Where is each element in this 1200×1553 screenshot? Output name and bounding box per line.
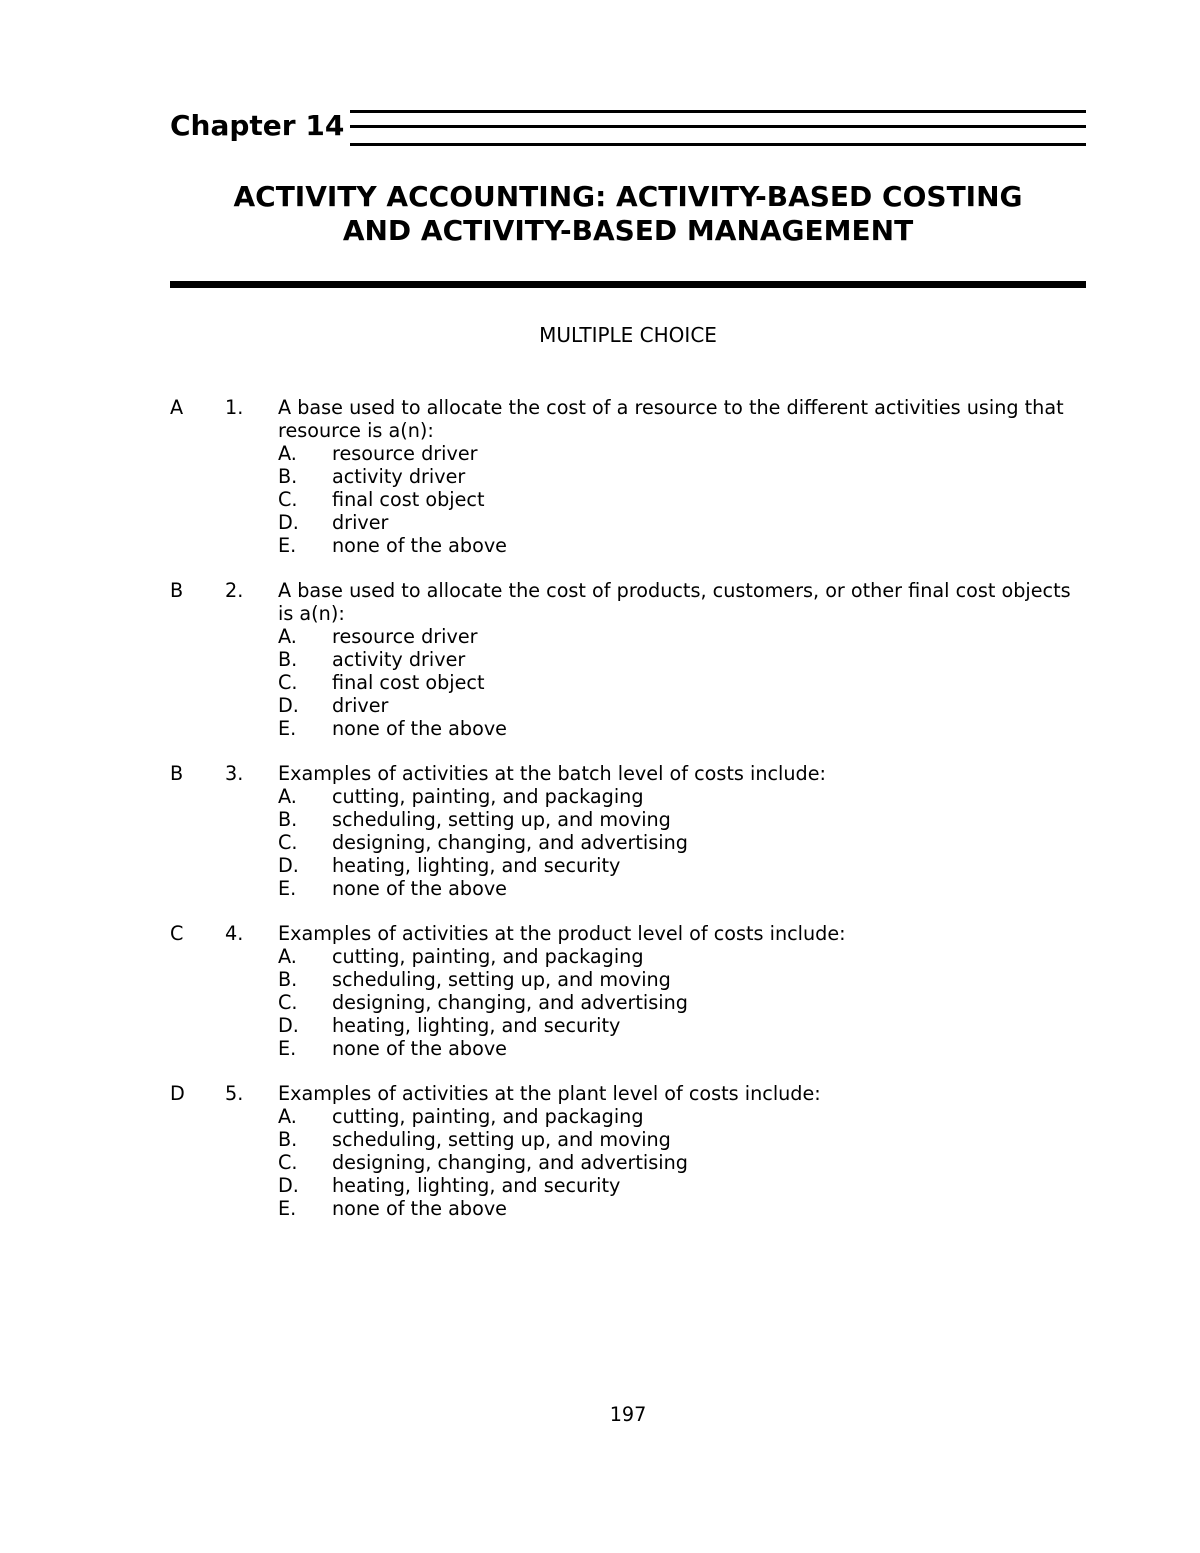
- option-letter: A.: [278, 785, 297, 808]
- option-letter: E.: [278, 1197, 297, 1220]
- option-text: cutting, painting, and packaging: [332, 945, 644, 968]
- answer-option: [170, 694, 1086, 717]
- chapter-rule-middle: [350, 125, 1086, 128]
- option-text: designing, changing, and advertising: [332, 831, 688, 854]
- option-letter: C.: [278, 671, 298, 694]
- option-letter: B.: [278, 808, 298, 831]
- option-text: none of the above: [332, 717, 507, 740]
- answer-option: [170, 465, 1086, 488]
- question-stem: [170, 922, 1086, 945]
- answer-key: D: [170, 1082, 185, 1105]
- section-heading: MULTIPLE CHOICE: [539, 323, 717, 347]
- page-number: 197: [609, 1403, 647, 1426]
- option-text: resource driver: [332, 442, 478, 465]
- answer-option: [170, 442, 1086, 465]
- answer-option: [170, 854, 1086, 877]
- option-text: final cost object: [332, 671, 485, 694]
- option-letter: A.: [278, 1105, 297, 1128]
- question-number: 3.: [225, 762, 244, 785]
- question-item: [170, 396, 1086, 557]
- option-text: driver: [332, 694, 389, 717]
- option-letter: E.: [278, 534, 297, 557]
- answer-option: [170, 991, 1086, 1014]
- option-letter: E.: [278, 1037, 297, 1060]
- option-letter: D.: [278, 1014, 299, 1037]
- option-text: scheduling, setting up, and moving: [332, 968, 671, 991]
- answer-option: [170, 831, 1086, 854]
- question-stem: [170, 1082, 1086, 1105]
- option-text: final cost object: [332, 488, 485, 511]
- question-text: A base used to allocate the cost of products, customers, or other final cost objects is a(n):: [278, 579, 1071, 625]
- chapter-title-line-2: AND ACTIVITY-BASED MANAGEMENT: [342, 214, 914, 247]
- question-item: [170, 762, 1086, 900]
- question-text: Examples of activities at the batch level of costs include:: [278, 762, 826, 785]
- chapter-rule-bottom: [350, 143, 1086, 146]
- question-item: [170, 1082, 1086, 1220]
- option-letter: B.: [278, 465, 298, 488]
- option-text: heating, lighting, and security: [332, 1174, 621, 1197]
- question-number: 4.: [225, 922, 244, 945]
- option-text: scheduling, setting up, and moving: [332, 1128, 671, 1151]
- answer-key: B: [170, 762, 184, 785]
- question-text: A base used to allocate the cost of a resource to the different activities using that resource is a(n):: [278, 396, 1064, 442]
- option-text: none of the above: [332, 534, 507, 557]
- answer-option: [170, 511, 1086, 534]
- answer-option: [170, 648, 1086, 671]
- option-text: cutting, painting, and packaging: [332, 1105, 644, 1128]
- question-number: 1.: [225, 396, 244, 419]
- answer-option: [170, 808, 1086, 831]
- option-text: heating, lighting, and security: [332, 854, 621, 877]
- answer-option: [170, 968, 1086, 991]
- question-stem: [170, 579, 1086, 625]
- option-text: activity driver: [332, 465, 466, 488]
- question-list: [170, 396, 1086, 1242]
- answer-option: [170, 877, 1086, 900]
- option-letter: B.: [278, 968, 298, 991]
- question-number: 2.: [225, 579, 244, 602]
- option-text: resource driver: [332, 625, 478, 648]
- answer-option: [170, 1014, 1086, 1037]
- question-text: Examples of activities at the product level of costs include:: [278, 922, 846, 945]
- answer-key: B: [170, 579, 184, 602]
- answer-option: [170, 945, 1086, 968]
- title-divider: [170, 281, 1086, 288]
- option-letter: D.: [278, 1174, 299, 1197]
- option-letter: D.: [278, 854, 299, 877]
- option-letter: C.: [278, 991, 298, 1014]
- option-letter: B.: [278, 648, 298, 671]
- question-item: [170, 579, 1086, 740]
- question-number: 5.: [225, 1082, 244, 1105]
- question-stem: [170, 396, 1086, 442]
- chapter-title: [170, 180, 1086, 248]
- option-letter: D.: [278, 511, 299, 534]
- option-letter: A.: [278, 945, 297, 968]
- chapter-title-line-1: ACTIVITY ACCOUNTING: ACTIVITY-BASED COSTING: [233, 180, 1023, 213]
- option-text: designing, changing, and advertising: [332, 991, 688, 1014]
- answer-option: [170, 1037, 1086, 1060]
- question-text: Examples of activities at the plant level of costs include:: [278, 1082, 821, 1105]
- option-letter: D.: [278, 694, 299, 717]
- answer-key: A: [170, 396, 184, 419]
- option-text: driver: [332, 511, 389, 534]
- chapter-rule-top: [350, 110, 1086, 113]
- option-text: none of the above: [332, 877, 507, 900]
- option-letter: E.: [278, 877, 297, 900]
- option-letter: C.: [278, 1151, 298, 1174]
- answer-option: [170, 488, 1086, 511]
- option-letter: A.: [278, 442, 297, 465]
- answer-key: C: [170, 922, 184, 945]
- answer-option: [170, 1151, 1086, 1174]
- answer-option: [170, 1105, 1086, 1128]
- question-item: [170, 922, 1086, 1060]
- option-text: designing, changing, and advertising: [332, 1151, 688, 1174]
- option-letter: C.: [278, 831, 298, 854]
- option-letter: C.: [278, 488, 298, 511]
- chapter-heading: Chapter 14: [170, 109, 345, 142]
- option-letter: B.: [278, 1128, 298, 1151]
- option-text: activity driver: [332, 648, 466, 671]
- answer-option: [170, 1174, 1086, 1197]
- answer-option: [170, 1197, 1086, 1220]
- option-letter: E.: [278, 717, 297, 740]
- option-text: none of the above: [332, 1197, 507, 1220]
- answer-option: [170, 717, 1086, 740]
- option-text: heating, lighting, and security: [332, 1014, 621, 1037]
- answer-option: [170, 534, 1086, 557]
- option-letter: A.: [278, 625, 297, 648]
- answer-option: [170, 625, 1086, 648]
- answer-option: [170, 1128, 1086, 1151]
- answer-option: [170, 671, 1086, 694]
- option-text: scheduling, setting up, and moving: [332, 808, 671, 831]
- answer-option: [170, 785, 1086, 808]
- option-text: none of the above: [332, 1037, 507, 1060]
- question-stem: [170, 762, 1086, 785]
- option-text: cutting, painting, and packaging: [332, 785, 644, 808]
